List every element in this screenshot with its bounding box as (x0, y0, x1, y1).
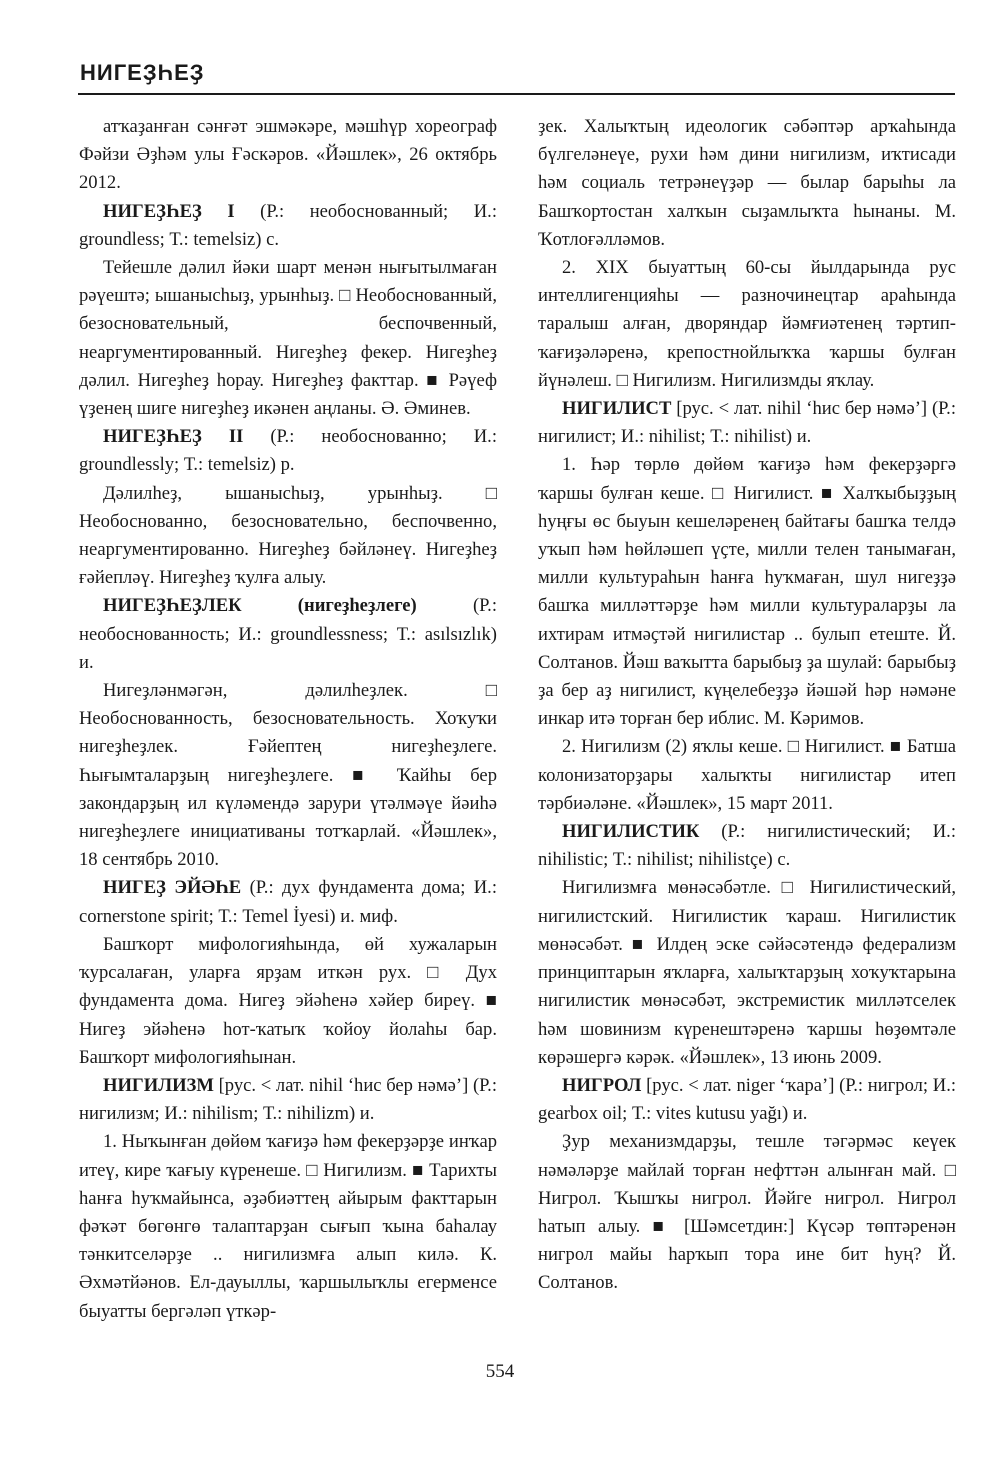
entry-grammar: (Р.: нигилистический; И.: nihilistic; Т.: nihilist; nihilistçe) с. (538, 821, 956, 871)
entry-grammar: [рус. < лат. nihil ‘һис бер нәмә’] (Р.: нигилист; И.: nihilist; Т.: nihilist) и. (538, 398, 956, 448)
entry-grammar: (Р.: необоснованность; И.: groundlessness; Т.: asılsızlık) и. (79, 595, 497, 673)
entry-definition: 1. Һәр төрлө дөйөм ҡағиҙә һәм фекерҙәргә ҡаршы булған кеше. □ Нигилист. ■ Халҡыбыҙҙың һуңғы өс быуын кешеләренең байтағы башҡа телдә уҡып һәм һөйләшеп үҫте, милли телен танымаған, милли культураһын һанға һуҡмаған, шул нигеҙҙә башҡа милләттәрҙе һәм милли культураларҙы ла ихтирам итмәҫтәй нигилистар .. булып етеште. Й. Солтанов. Йәш ваҡытта барыбыҙ ҙа шулай: барыбыҙ ҙа бер аҙ нигилист, күңелебеҙҙә йәшәй һәр нәмәне инкар итә торған бер иблис. М. Кәримов. (538, 454, 956, 730)
entry-headword: НИГЕҘҺЕҘЛЕК (нигеҙһеҙлеге) (103, 595, 417, 617)
dictionary-entry-header (538, 395, 956, 451)
entry-headword: НИГЕҘҺЕҘ I (103, 200, 235, 222)
entry-grammar: (Р.: дух фундамента дома; И.: cornerstone spirit; Т.: Temel İyesi) и. миф. (79, 877, 497, 927)
entry-definition: ҙек. Халыҡтың идеологик сәбәптәр арҡаһында бүлгеләнеүе, рухи һәм дини нигилизм, иҡтисади һәм социаль тетрәнеүҙәр — былар барыһы ла Башҡортостан халҡын сыҙамлыҡта һынаны. М. Ҡотлоғәлләмов. (538, 116, 956, 250)
page-number: 554 (485, 1361, 515, 1382)
dictionary-entry-header (79, 198, 497, 254)
entry-definition: Нигеҙләнмәгән, дәлилһеҙлек. □ Необоснованность, безосновательность. Хоҡуҡи нигеҙһеҙлек. Ғәйептең нигеҙһеҙлеге. Һығымталарҙың нигеҙһеҙлеге. ■ Ҡайһы бер закондарҙың ил күләмендә зарури үтәлмәүе йәиһә нигеҙһеҙлеге инициативаны тотҡарлай. «Йәшлек», 18 сентябрь 2010. (79, 680, 497, 871)
entry-headword: НИГЕҘҺЕҘ II (103, 426, 244, 448)
entry-headword: НИГЕҘ ЭЙӘҺЕ (103, 877, 242, 899)
entry-grammar: (Р.: необоснованный; И.: groundless; Т.: temelsiz) с. (79, 200, 497, 250)
entry-definition: Нигилизмға мөнәсәбәтле. □ Нигилистический, нигилистский. Нигилистик ҡараш. Нигилистик мөнәсәбәт. ■ Илдең эске сәйәсәтендә федерализм принциптарын яҡларға, халыҡтарҙың хоҡуҡтарына нигилистик мөнәсәбәт, экстремистик милләтселек һәм шовинизм күренештәренә ҡаршы һөҙөмтәле көрәшергә кәрәк. «Йәшлек», 13 июнь 2009. (538, 877, 956, 1068)
entry-definition: 2. Нигилизм (2) яҡлы кеше. □ Нигилист. ■ Батша колонизаторҙары халыҡты нигилистар итеп тәрбиәләне. «Йәшлек», 15 март 2011. (538, 736, 956, 814)
entry-headword: НИГИЛИСТ (562, 398, 672, 420)
dictionary-entry-header (79, 592, 497, 677)
entry-definition: Башҡорт мифологияһында, өй хужаларын ҡурсалаған, уларға ярҙам иткән рух. □ Дух фундамента дома. Нигеҙ эйәһенә хәйер биреү. ■ Нигеҙ эйәһенә һот-ҡатыҡ ҡойоу йолаһы бар. Башҡорт мифологияһынан. (79, 933, 497, 1068)
entry-definition: атҡаҙанған сәнғәт эшмәкәре, мәшһүр хореограф Фәйзи Әҙһәм улы Ғәскәров. «Йәшлек», 26 октябрь 2012. (79, 116, 497, 194)
entry-definition: Ҙур механизмдарҙы, тешле тәгәрмәс кеүек нәмәләрҙе майлай торған нефттән алынған май. □ Нигрол. Ҡышҡы нигрол. Йәйге нигрол. Нигрол һатып алыу. ■ [Шәмсетдин:] Күсәр төптәренән нигрол майы һарҡып тора ине бит һуң? Й. Солтанов. (538, 1131, 956, 1294)
dictionary-entry-header (538, 1072, 956, 1128)
header-rule (78, 93, 955, 95)
entry-headword: НИГРОЛ (562, 1074, 642, 1096)
dictionary-entry-header (79, 874, 497, 930)
dictionary-entry-header (79, 1072, 497, 1128)
entry-definition: 1. Ныҡынған дөйөм ҡағиҙә һәм фекерҙәрҙе инҡар итеү, кире ҡағыу күренеше. □ Нигилизм. ■ Тарихты һанға һуҡмайынса, әҙәбиәттең айырым факттарын фәҡәт бөгөнгө талаптарҙан сығып ҡына баһалау тәнкитселәрҙе .. нигилизмға алып килә. К. Әхмәтйәнов. Ел-дауыллы, ҡаршылыҡлы егерменсе быуатты бергәләп үткәр- (79, 1131, 497, 1322)
entry-definition: Дәлилһеҙ, ышаныcһыҙ, урынһыҙ. □ Необоснованно, безосновательно, беспочвенно, неаргументированно. Нигеҙһеҙ бәйләнеү. Нигеҙһеҙ ғәйепләү. Нигеҙһеҙ ҡулға алыу. (79, 482, 497, 589)
entry-grammar: [рус. < лат. niger ‘ҡара’] (Р.: нигрол; И.: gearbox oil; Т.: vites kutusu yağı) и. (538, 1074, 956, 1125)
entry-headword: НИГИЛИСТИК (562, 821, 700, 843)
dictionary-entry-header (79, 423, 497, 479)
right-column (538, 113, 956, 1351)
entry-grammar: [рус. < лат. nihil ‘һис бер нәмә’] (Р.: нигилизм; И.: nihilism; Т.: nihilizm) и. (79, 1074, 497, 1125)
entry-grammar: (Р.: необоснованно; И.: groundlessly; Т.: temelsiz) р. (79, 426, 497, 476)
entry-headword: НИГИЛИЗМ (103, 1074, 214, 1096)
entry-definition: 2. XIX быуаттың 60-сы йылдарында рус интеллигенцияһы — разночинецтар араһында таралыш алған, дворяндар йәмғиәтенең тәртип-ҡағиҙәләренә, крепостнойлыҡҡа ҡаршы булған йүнәлеш. □ Нигилизм. Нигилизмды яҡлау. (538, 257, 956, 391)
entry-definition: Тейешле дәлил йәки шарт менән нығытылмаған рәүештә; ышаныcһыҙ, урынһыҙ. □ Необоснованный, безосновательный, беспочвенный, неаргументированный. Нигеҙһеҙ фекер. Нигеҙһеҙ дәлил. Нигеҙһеҙ һорау. Нигеҙһеҙ факттар. ■ Рәүеф үҙенең шиге нигеҙһеҙ икәнен аңланы. Ә. Әминев. (79, 257, 497, 420)
dictionary-entry-header (538, 818, 956, 874)
running-head: НИГЕҘҺЕҘ (80, 60, 205, 85)
left-column (79, 113, 497, 1351)
